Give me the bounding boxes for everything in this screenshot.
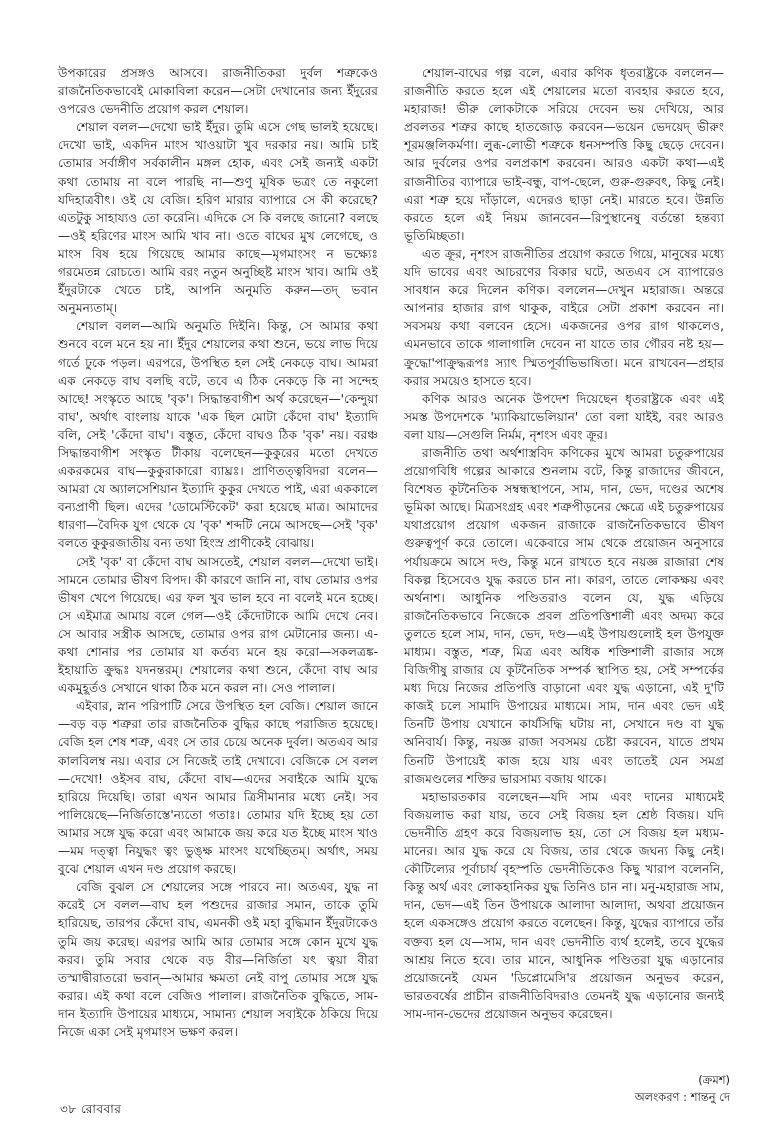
to-be-continued: (ক্রমশ) <box>698 1073 730 1087</box>
paragraph: রাজনীতি তথা অর্থশাস্ত্রবিদ কণিকের মুখে আমরা চতুরুপায়ের প্রয়োগবিধি গল্পের আকারে শুনলাম বটে, কিন্তু রাজাদের জীবনে, বিশেষত কূটনৈতিক সম্বন্ধস্থাপনে, সাম, দান, ভেদ, দণ্ডের অশেষ ভূমিকা আছে। মিত্রসংগ্রহ এবং শত্রুপীড়নের ক্ষেত্রে এই চতুরুপায়ের যথাপ্রয়োগ প্রয়োগ একজন রাজাকে রাজনৈতিকভাবে ভীষণ গুরুত্বপূর্ণ করে তোলে। একেবারে সাম থেকে প্রয়োজন অনুসারে পর্যায়ক্রমে আসে দণ্ড, কিন্তু মনে রাখতে হবে নয়জ্ঞ রাজারা শেষ বিকল্প হিসেবেও যুদ্ধ করতে চান না। কারণ, তাতে লোকক্ষয় এবং অর্থনাশ। আধুনিক পণ্ডিতরাও বলেন যে, যুদ্ধ এড়িয়ে রাজনৈতিকভাবে নিজেকে প্রবল প্রতিপত্তিশালী এবং অদম্য করে তুলতে হলে সাম, দান, ভেদ, দণ্ড—এই উপায়গুলোই হল উপযুক্ত মাধ্যম। বস্তুত, শত্রু, মিত্র এবং অধিক শক্তিশালী রাজার সঙ্গে বিজিগীষু রাজার যে কূটনৈতিক সম্পর্ক স্থাপিত হয়, সেই সম্পর্কের মধ্য দিয়ে নিজের প্রতিপত্তি বাড়ানো এবং যুদ্ধ এড়ানো, এই দু'টি কাজই চলে সামাদি উপায়ের মাধ্যমে। সাম, দান এবং ভেদ এই তিনটি উপায় যেখানে কার্যসিদ্ধি ঘটায় না, সেখানে দণ্ড বা যুদ্ধ অনিবার্য। কিন্তু, নয়জ্ঞ রাজা সবসময় চেষ্টা করবেন, যাতে প্রথম তিনটি উপায়েই কাজ হয়ে যায় এবং তাতেই যেন সমগ্র রাজমণ্ডলের শক্তির ভারসাম্য বজায় থাকে। <box>404 445 724 786</box>
paragraph: কণিক আরও অনেক উপদেশ দিয়েছেন ধৃতরাষ্ট্রকে এবং এই সমস্ত উপদেশকে 'ম্যাকিয়াভেলিয়ান' তো বলা যাইই, বরং আরও বলা যায়—সেগুলি নির্মম, নৃশংস এবং ক্রূর। <box>404 391 724 442</box>
right-column <box>404 64 724 1023</box>
left-column <box>58 64 378 1041</box>
illustration-credit: অলংকরণ : শান্তনু দে <box>634 1090 730 1104</box>
paragraph: এত ক্রূর, নৃশংস রাজনীতির প্রয়োগ করতে গিয়ে, মানুষের মধ্যে যদি ভাবের এবং আচরণের বিকার ঘটে, অতএব সে ব্যাপারেও সাবধান করে দিলেন কণিক। বললেন—দেখুন মহারাজ। অন্তরে আপনার হাজার রাগ থাকুক, বাইরে সেটা প্রকাশ করবেন না। সবসময় কথা বলবেন হেসে। একজনের ওপর রাগ থাকলেও, এমনভাবে তাকে গালাগালি দেবেন না যাতে তার গৌরব নষ্ট হয়—ক্রুদ্ধো'পাক্রুদ্ধরূপঃ স্যাৎ স্মিতপূর্বাভিভাষিতা। মনে রাখবেন—প্রহার করার সময়েও হাসতে হবে। <box>404 246 724 388</box>
paragraph: শেয়াল বলল—দেখো ভাই ইঁদুর। তুমি এসে গেছ ভালই হয়েছে। দেখো ভাই, একদিন মাংস খাওয়াটা খুব দরকার নয়। আমি চাই তোমার সর্বাঙ্গীণ সর্বকালীন মঙ্গল হোক, এবং সেই জন্যই একটা কথা তোমায় না বলে পারছি না—শুণু মূষিক ভত্রং তে নকুলো যদিহাত্রবীৎ। ওই যে বেজি। হরিণ মারার ব্যাপারে সে কী করেছে? এতটুকু সাহায্যও তো করেনি। এদিকে সে কি বলছে জানো? বলছে—ওই হরিণের মাংস আমি খাব না। ওতে বাঘের মুখ লেগেছে, ও মাংস বিষ হয়ে গিয়েছে আমার কাছে—মৃগমাংসং ন ভক্ষ্যেঃ গরমেতন্ন রোচতে। আমি বরং নতুন অনুচ্ছিষ্ট মাংস খাব। আমি ওই ইঁদুরটাকে খেতে চাই, আপনি অনুমতি করুন—তদ্ ভবান অনুমন্যতাম্। <box>58 120 378 316</box>
paragraph: শেয়াল-বাঘের গল্প বলে, এবার কণিক ধৃতরাষ্ট্রকে বললেন—রাজনীতি করতে হলে এই শেয়ালের মতো ব্যবহার করতে হবে, মহারাজ! ভীরু লোকটাকে সরিয়ে দেবেন ভয় দেখিয়ে, আর প্রবলতর শত্রুর কাছে হাতজোড় করবেন—ভয়েন ভেদয়েদ্ ভীরুং শূরমঞ্জলিকর্মণা। লুব্ধ-লোভী শত্রুকে ধনসম্পত্তি কিছু ছেড়ে দেবেন। আর দুর্বলের ওপর বলপ্রকাশ করবেন। আরও একটা কথা—এই রাজনীতির ব্যাপারে ভাই-বন্ধু, বাপ-ছেলে, গুরু-গুরুবৎ, কিছু নেই। এরা শত্রু হয়ে দাঁড়ালে, এদেরও ছাড়া নেই। মারতে হবে। উন্নতি করতে হলে এই নিয়ম জানবেন—রিপুস্থানেষু বর্তন্তো হন্তব্যা ভূতিমিচ্ছতা। <box>404 66 724 243</box>
paragraph: উপকারের প্রসঙ্গও আসবে। রাজনীতিকরা দুর্বল শত্রুকেও রাজনৈতিকভাবেই মোকাবিলা করেন—সেটা দেখানোর জন্য ইঁদুরের ওপরেও ভেদনীতি প্রয়োগ করল শেয়াল। <box>58 66 378 117</box>
paragraph: বেজি বুঝল সে শেয়ালের সঙ্গে পারবে না। অতএব, যুদ্ধ না করেই সে বলল—বাঘ হল পশুদের রাজার সমান, তাকে তুমি হারিয়েছ, তারপর কেঁদো বাঘ, এমনকী ওই মহা বুদ্ধিমান ইঁদুরটাকেও তুমি জয় করেছ। এরপর আমি আর তোমার সঙ্গে কোন মুখে যুদ্ধ করব। তুমি সবার থেকে বড় বীর—নির্জিতা যৎ ত্বয়া বীরা তস্মাদ্বীরাতরো ভবান্—আমার ক্ষমতা নেই বাপু তোমার সঙ্গে যুদ্ধ করার। এই কথা বলে বেজিও পালাল। রাজনৈতিক বুদ্ধিতে, সাম-দান ইত্যাদি উপায়ের মাধ্যমে, সামান্য শেয়াল সবাইকে ঠকিয়ে দিয়ে নিজে একা সেই মৃগমাংস ভক্ষণ করল। <box>58 880 378 1039</box>
signoff <box>560 1072 730 1106</box>
paragraph: এইবার, স্নান পরিপাটি সেরে উপস্থিত হল বেজি। শেয়াল জানে—বড় বড় শত্রুরা তার রাজনৈতিক বুদ্ধির কাছে পরাজিত হয়েছে। বেজি হল শেষ শত্রু, এবং সে তার চেয়ে অনেক দুর্বল। অতএব আর কালবিলম্ব নয়। এবার সে নিজেই তাই দেখাবে। বেজিকে সে বলল—দেখো! ওইসব বাঘ, কেঁদো বাঘ—এদের সবাইকে আমি যুদ্ধে হারিয়ে দিয়েছি। তারা এখন আমার ত্রিসীমানার মধ্যে নেই। সব পালিয়েছে—নির্জিতাস্তে'ন্যতো গতাঃ। তোমার যদি ইচ্ছে হয় তো আমার সঙ্গে যুদ্ধ করো এবং আমাকে জয় করে যত ইচ্ছে মাংস খাও—মম দত্ত্বা নিযুদ্ধং ত্বং ভুঙ্‌ক্ষ মাংসং যথেচ্ছিতম্। অর্থাৎ, সময় বুঝে শেয়াল এখন দণ্ড প্রয়োগ করছে। <box>58 699 378 877</box>
paragraph: সেই 'বৃক' বা কেঁদো বাঘ আসতেই, শেয়াল বলল—দেখো ভাই। সামনে তোমার ভীষণ বিপদ। কী কারণে জানি না, বাঘ তোমার ওপর ভীষণ খেপে গিয়েছে। এর ফল খুব ভাল হবে না বলেই মনে হচ্ছে। সে এইমাত্র আমায় বলে গেল—ওই কেঁদোটাকে আমি দেখে নেব। সে আবার সস্ত্রীক আসছে, তোমার ওপর রাগ মেটানোর জন্য। এ-কথা শোনার পর তোমার যা কর্তব্য মনে হয় করো—সকলত্রঙ্ক-ইহায়াতি ক্রুদ্ধঃ যদনন্তরম্। শেয়ালের কথা শুনে, কেঁদো বাঘ আর একমুহূর্তও সেখানে থাকা ঠিক মনে করল না। সেও পালাল। <box>58 554 378 696</box>
paragraph: শেয়াল বলল—আমি অনুমতি দিইনি। কিন্তু, সে আমার কথা শুনবে বলে মনে হয় না। ইঁদুর শেয়ালের কথা শুনে, ভয়ে লাভ দিয়ে গর্তে ঢুকে পড়ল। এরপরে, উপস্থিত হল সেই নেকড়ে বাঘ। আমরা এক নেকড়ে বাঘ বলছি বটে, তবে এ ঠিক নেকড়ে কি না সন্দেহ আছে! সংস্কৃতে আছে 'বৃক'। সিদ্ধান্তবাগীশ অর্থ করেছেন—'কেন্দুয়া বাঘ', অর্থাৎ বাংলায় যাকে 'এক ছিল মোটা কেঁদো বাঘ' ইত্যাদি বলি, সেই 'কেঁদো বাঘ'। বস্তুত, কেঁদো বাঘও ঠিক 'বৃক' নয়। বরঞ্চ সিদ্ধান্তবাগীশ সংস্কৃত টীকায় বলেছেন—কুকুরের মতো দেখতে একরকমের বাঘ—কুকুরাকারো ব্যাঘ্রঃ। প্রাণিতত্ত্ববিদরা বলেন—আমরা যে অ্যালসেশিয়ান ইত্যাদি কুকুর দেখতে পাই, এরা এককালে বন্যপ্রাণী ছিল। এদের 'ডোমেস্টিকেট' করা হয়েছে মাত্র। আমাদের ধারণা—বৈদিক যুগ থেকে যে 'বৃক' শব্দটি নেমে আসছে—সেই 'বৃক' বলতে কুকুরজাতীয় বন্য তথা হিংস্র প্রাণীকেই বোঝায়। <box>58 319 378 551</box>
paragraph: মহাভারতকার বলেছেন—যদি সাম এবং দানের মাধ্যমেই বিজয়লাভ করা যায়, তবে সেই বিজয় হল শ্রেষ্ঠ বিজয়। যদি ভেদনীতি গ্রহণ করে বিজয়লাভ হয়, তো সে বিজয় হল মধ্যম-মানের। আর যুদ্ধ করে যে বিজয়, তার থেকে জঘন্য কিছু নেই। কৌটিল্যের পূর্বাচার্য বৃহস্পতি ভেদনীতিকেও কিছু খারাপ বলেননি, কিন্তু অর্থ এবং লোকহানিকর যুদ্ধ তিনিও চান না। মনু-মহারাজ সাম, দান, ভেদ—এই তিন উপায়কে আলাদা আলাদা, অথবা প্রয়োজন হলে একসঙ্গেও প্রয়োগ করতে বলেছেন। কিন্তু, যুদ্ধের ব্যাপারে তাঁর বক্তব্য হল যে—সাম, দান এবং ভেদনীতি ব্যর্থ হলেই, তবে যুদ্ধের আশ্রয় নিতে হবে। তার মানে, আধুনিক পণ্ডিতরা যুদ্ধ এড়ানোর প্রয়োজনেই যেমন 'ডিপ্লোমেসি'র প্রয়োজন অনুভব করেন, ভারতবর্ষের প্রাচীন রাজনীতিবিদরাও তেমনই যুদ্ধ এড়ানোর জন্যই সাম-দান-ভেদের প্রয়োজন অনুভব করেছেন। <box>404 789 724 1021</box>
page-footer: ৩৮ রোববার <box>60 1102 122 1116</box>
